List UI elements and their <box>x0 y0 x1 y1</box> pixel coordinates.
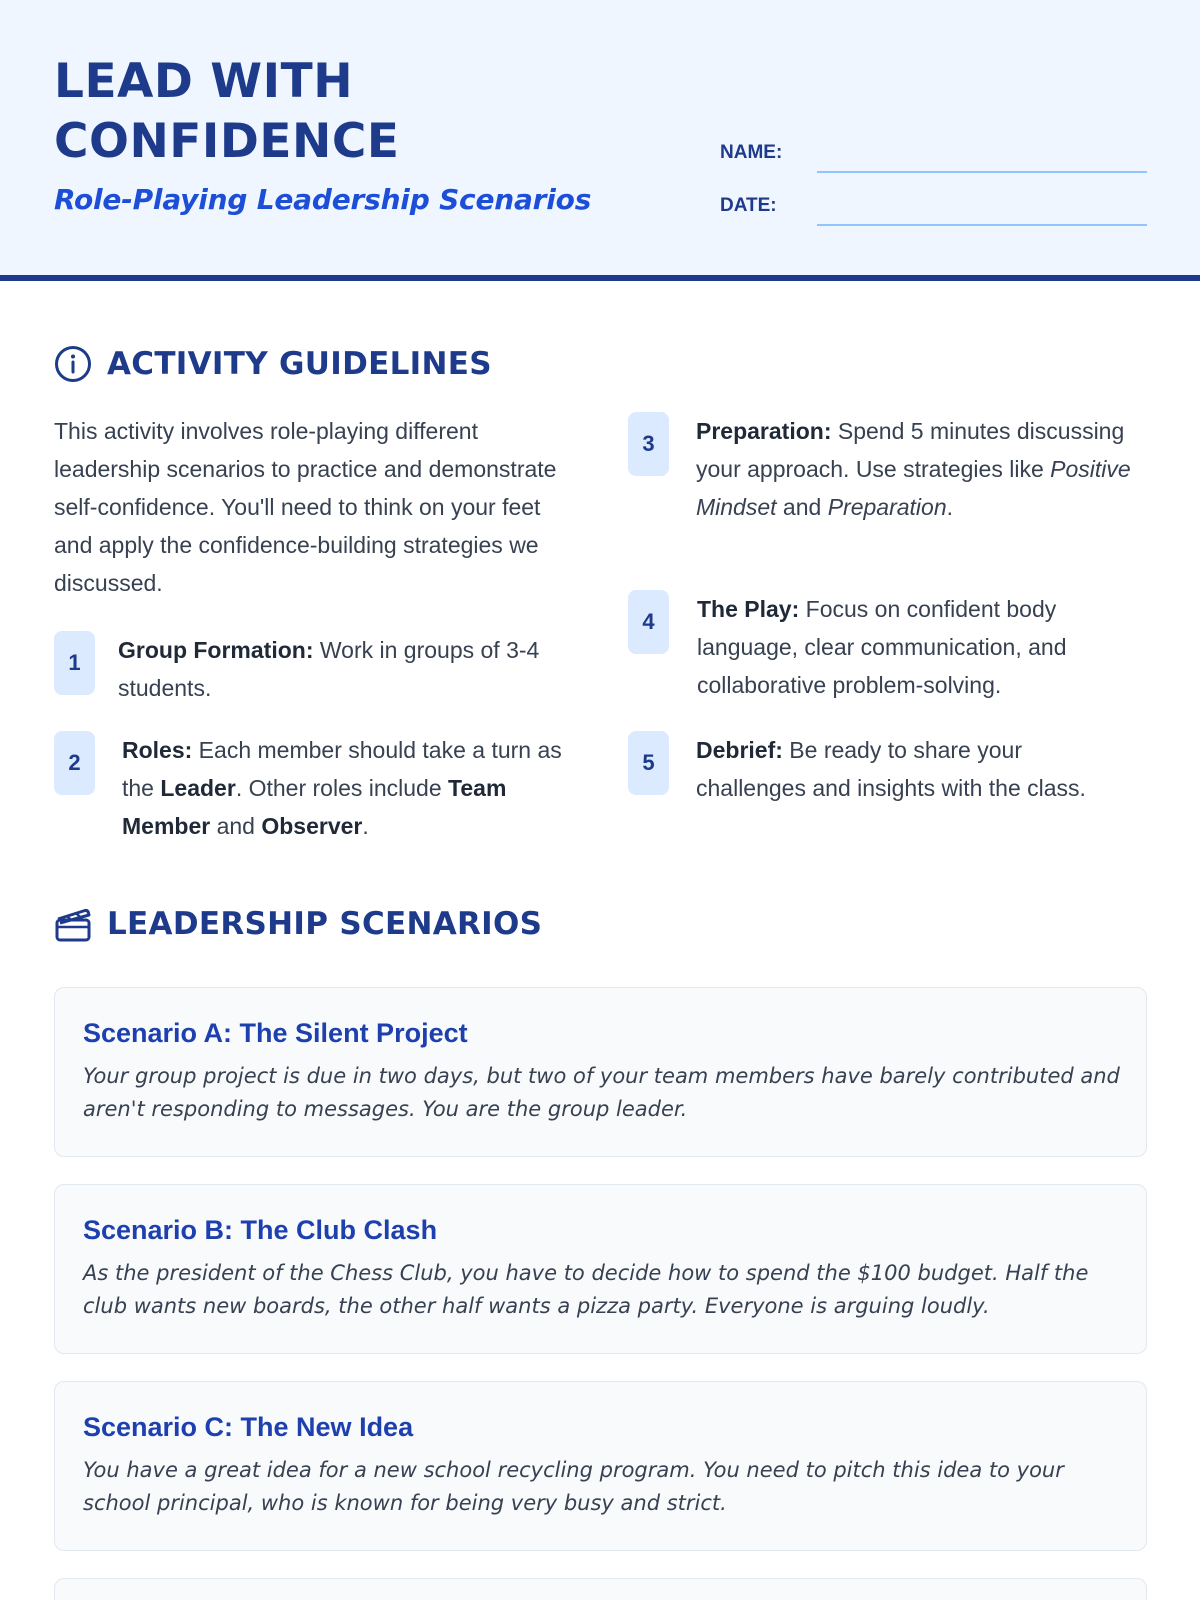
scenario-description: Your group project is due in two days, but two of your team members have barely contributed and aren't responding to messages. You are the group leader. <box>83 1064 1120 1121</box>
date-label: DATE: <box>720 195 777 216</box>
date-field[interactable] <box>817 224 1147 226</box>
guideline-step <box>628 590 1138 704</box>
step-text: Roles: Each member should take a turn as the Leader. Other roles include Team Member and Observer. <box>122 737 562 839</box>
scenarios-title: LEADERSHIP SCENARIOS <box>107 906 543 942</box>
scenario-title: Scenario C: The New Idea <box>83 1412 414 1442</box>
step-text: The Play: Focus on confident body language, clear communication, and collaborative problem-solving. <box>697 596 1067 698</box>
guidelines-intro: This activity involves role-playing different leadership scenarios to practice and demonstrate self-confidence. You'll need to think on your feet and apply the confidence-building strategies we discussed. <box>54 418 557 596</box>
guideline-step <box>54 731 584 845</box>
scenario-card-partial <box>54 1578 1147 1600</box>
step-number: 5 <box>628 731 669 795</box>
step-number: 4 <box>628 590 669 654</box>
scenario-card <box>54 987 1147 1157</box>
step-number: 2 <box>54 731 95 795</box>
guidelines-heading <box>54 344 492 384</box>
step-text: Preparation: Spend 5 minutes discussing your approach. Use strategies like Positive Mindset and Preparation. <box>696 418 1131 520</box>
scenario-card <box>54 1381 1147 1551</box>
guidelines-title: ACTIVITY GUIDELINES <box>107 346 492 382</box>
guideline-step <box>628 731 1138 807</box>
guideline-step <box>54 631 584 707</box>
title-line-2: CONFIDENCE <box>54 114 400 169</box>
name-label: NAME: <box>720 142 783 163</box>
scenario-card <box>54 1184 1147 1354</box>
worksheet-header <box>0 0 1200 281</box>
scenario-description: You have a great idea for a new school recycling program. You need to pitch this idea to your school principal, who is known for being very busy and strict. <box>83 1458 1064 1515</box>
scenario-title: Scenario B: The Club Clash <box>83 1215 438 1245</box>
step-number: 3 <box>628 412 669 476</box>
step-text: Debrief: Be ready to share your challenges and insights with the class. <box>696 737 1086 801</box>
clapperboard-icon <box>54 905 92 943</box>
scenario-description: As the president of the Chess Club, you have to decide how to spend the $100 budget. Half the club wants new boards, the other half wants a pizza party. Everyone is arguing loudly. <box>83 1261 1089 1318</box>
page-subtitle: Role-Playing Leadership Scenarios <box>54 183 592 216</box>
info-circle-icon <box>54 345 92 383</box>
scenario-title: Scenario A: The Silent Project <box>83 1018 468 1048</box>
step-text: Group Formation: Work in groups of 3-4 students. <box>118 637 540 701</box>
step-number: 1 <box>54 631 95 695</box>
name-field[interactable] <box>817 171 1147 173</box>
guideline-step <box>628 412 1138 526</box>
scenarios-heading <box>54 904 542 944</box>
page-title <box>54 52 654 172</box>
title-line-1: LEAD WITH <box>54 54 354 109</box>
